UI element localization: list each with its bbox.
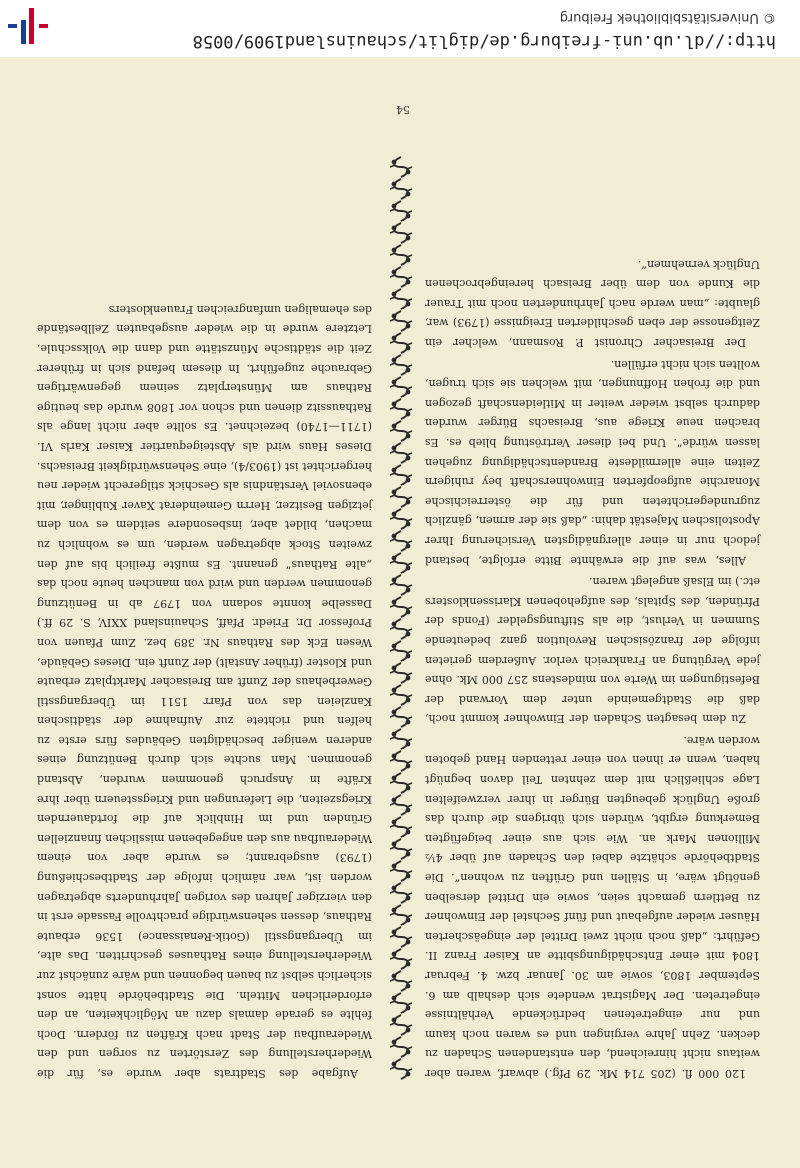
paragraph: Der Breisacher Chronist P. Rosmann, welcher ein Zeitgenosse der eben geschilderten Ereignisse (1793) war, glaubte: „man werde nach Jahrhunderten noch mit Trauer die Kunde von dem über Breisach hereingebrochenen Unglück vernehmen“. (425, 257, 760, 350)
paragraph: Zu dem besagten Schaden der Einwohner kommt noch, daß die Stadtgemeinde unter dem Vorwand der Befestigungen im Werte von mindestens 257 000 Mk. ohne jede Vergütung an Frankreich verlor. Außerdem gerieten infolge der französischen Revolution ganz bedeutende Summen in Verlust, die als Stiftungsgelder (Fonds der Pfründen, des Spitals, des aufgehobenen Klarissenklosters etc.) im Elsaß angelegt waren. (425, 575, 760, 726)
text-column-left (425, 254, 760, 1083)
page-number: 54 (396, 103, 410, 116)
copyright-notice: © Universitätsbibliothek Freiburg (559, 10, 776, 25)
text-column-right (37, 299, 372, 1083)
paragraph: Aufgabe des Stadtrats aber wurde es, für die Wiederherstellung des Zerstörten zu sorgen und den Wiederaufbau der Stadt nach Kräften zu fördern. Doch fehlte es gerade damals dazu an Möglichkeiten, an den erforderlichen Mitteln. Die Stadtbehörde hätte sonst sicherlich selbst zu bauen begonnen und wäre zunächst zur Wiederherstellung eines Rathauses geschritten. Das alte, im Übergangsstil (Gotik-Renaissance) 1536 erbaute Rathaus, dessen sehenswürdige prachtvolle Fassade erst in den vierziger Jahren des vorigen Jahrhunderts abgetragen worden ist, war nämlich infolge der Stadtbeschießung (1793) ausgebrannt; es wurde aber von einem Wiederaufbau aus den angegebenen misslichen finanziellen Gründen und im Hinblick auf die fortdauernden Kriegszeiten, die Lieferungen und Kriegssteuern über ihre Kräfte in Anspruch genommen wurden, Abstand genommen. Man suchte sich durch Benützung eines anderen weniger beschädigten Gebäudes fürs erste zu helfen und richtete zur Aufnahme der städtischen Kanzleien das von Pfarr 1511 im Übergangsstil Gewerbehaus der Zunft am Breisacher Marktplatz erbaute und Kloster (früher Anstalt) der Zunft ein. Dieses Gebäude, Wesen Eck des Rathaus Nr. 389 bez. Zum Pfauen von Professor Dr. Friedr. Pfaff, Schauinsland XXIV, S. 29 ff.) Dasselbe konnte sodann von 1797 ab in Benützung genommen werden und wird von manchen heute noch das „alte Rathaus“ genannt. Es mußte freilich bis auf den zweiten Stock abgetragen werden, um es wohnlich zu machen, bildet aber, insbesondere seitdem es von dem jetzigen Besitzer, Herrn Gemeinderat Xaver Kublinger, mit ebensoviel Verständnis als Geschick stilgerecht wieder neu hergerichtet ist (1903/4), eine Sehenswürdigkeit Breisachs. Dieses Haus wird als Absteigequartier Kaiser Karls VI. (1711—1740) bezeichnet. Es sollte aber nicht lange als Rathaussitz dienen und schon vor 1808 wurde das heutige Rathaus am Münsterplatz seinem gegenwärtigen Gebrauche zugeführt. In diesem befand sich in früherer Zeit die städtische Münzstätte und dann die Volksschule. Letztere wurde in die wieder ausgebauten Zellbestände des ehemaligen umfangreichen Frauenklosters (37, 302, 372, 1080)
paragraph: Alles, was auf die erwähnte Bitte erfolgte, bestand jedoch nur in einer allergnädigsten Versicherung Ihrer Apostolischen Majestät dahin: „daß sie der armen, gänzlich zugrundegerichteten und für die österreichische Monarchie aufgeopferten Einwohnerschaft bey ruhigern Zeiten eine allermildeste Brandentschädigung zugehen lassen würde“. Und bei dieser Vertröstung blieb es. Es brachen neue Kriege aus, Breisachs Bürger wurden dadurch selbst wieder weiter in Mitleidenschaft gezogen und die frohen Hoffnungen, mit welchen sie sich trugen, wollten sich nicht erfüllen. (425, 357, 760, 567)
paragraph: 120 000 fl. (205 714 Mk. 29 Pfg.) abwarf, waren aber weitaus nicht hinreichend, den entstandenen Schaden zu decken. Zehn Jahre vergingen und es waren noch kaum und nur eingetretenen bedrückende Verhältnisse eingetreten. Der Magistrat wendete sich deshalb am 6. September 1803, sowie am 30. Januar bzw. 4. Februar 1804 mit einer Entschädigungsbitte an Kaiser Franz II. Geführt: „daß noch nicht zwei Drittel der eingeäscherten Häuser wieder aufgebaut und fünf Sechstel der Einwohner zu Bettlern gemacht seien, sowie ein Drittel derselben genötigt wäre, in Ställen und Grüften zu wohnen“. Die Stadtbehörde schätzte dabei den Schaden auf über 4½ Millionen Mark an. Wie sich aus einer beigefügten Bemerkung ergibt, würden sich übrigens die durch das große Unglück gebeugten Bürger in ihrer verzweifelten Lage schließlich mit dem zehnten Teil davon begnügt haben, wenn er ihnen von einer rettenden Hand geboten worden wäre. (425, 733, 760, 1080)
column-ornament-divider (386, 156, 416, 1080)
document-url-link[interactable]: http://dl.ub.uni-freiburg.de/diglit/schauinsland1909/0058 (192, 31, 776, 51)
ub-freiburg-logo-icon (8, 6, 48, 46)
